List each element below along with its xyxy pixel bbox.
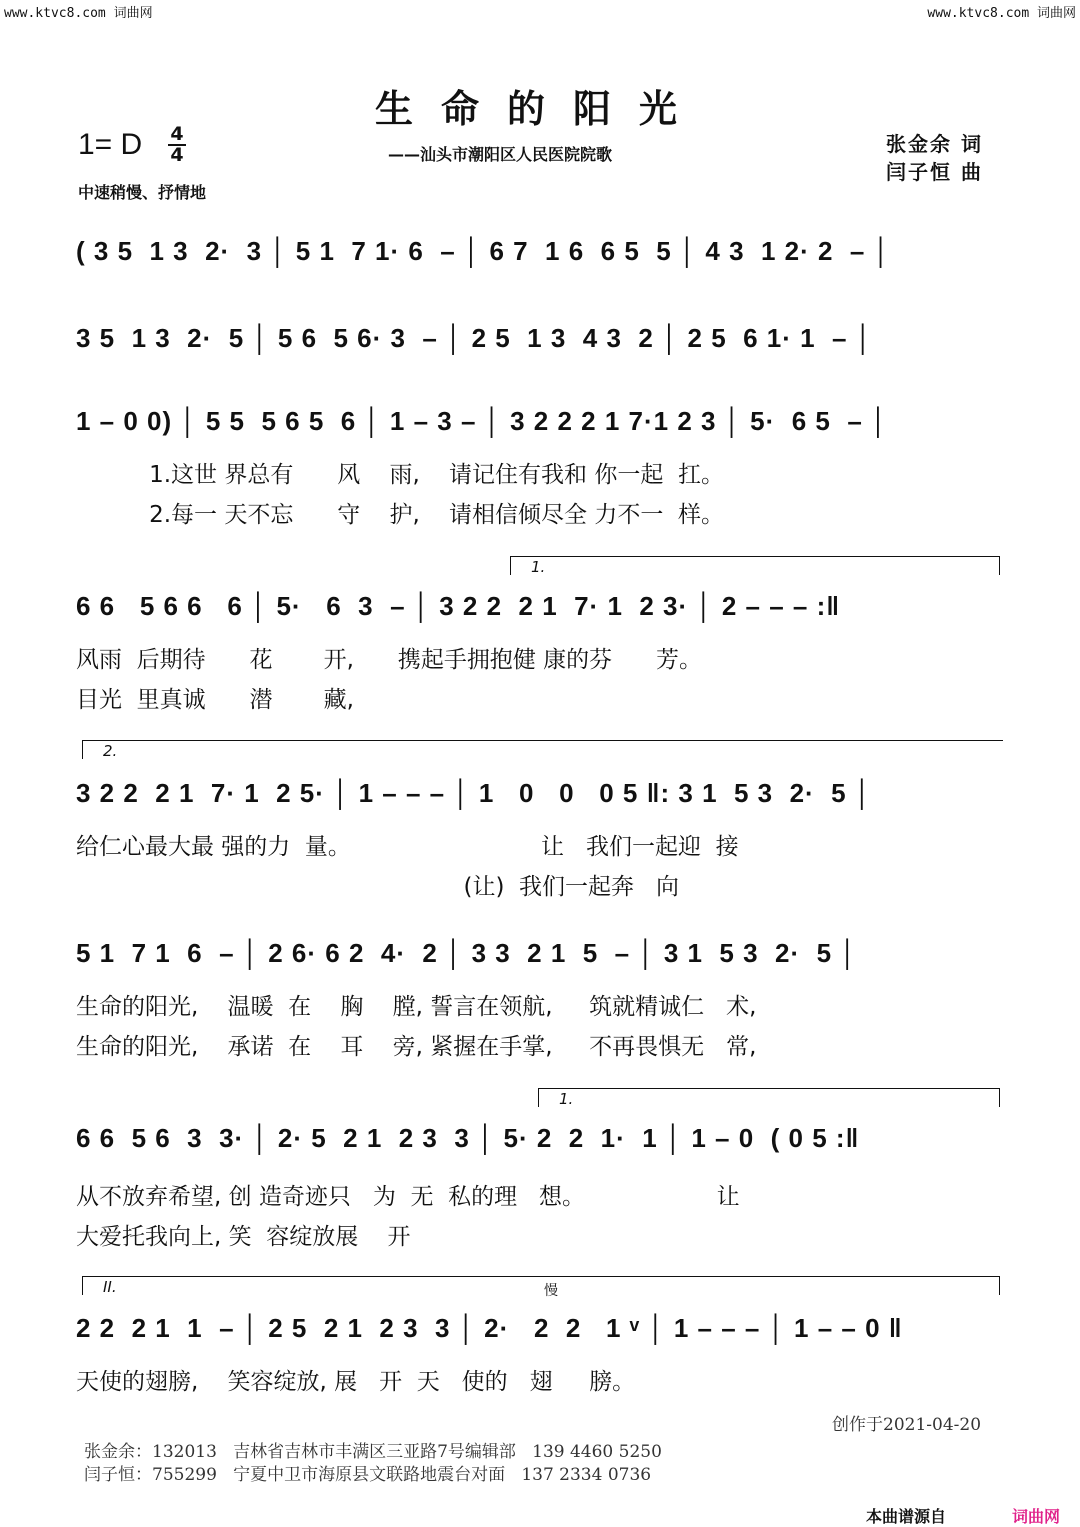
lyrics-row-3-verse-2: 2.每一 天不忘 守 护, 请相信倾尽全 力不一 样。 <box>76 502 724 528</box>
subtitle: ——汕头市潮阳区人民医院院歌 <box>388 145 613 164</box>
source-label: 本曲谱源自 <box>866 1507 947 1526</box>
watermark-left: www.ktvc8.com 词曲网 <box>4 6 153 21</box>
source-site-link[interactable]: 词曲网 <box>1012 1507 1061 1526</box>
lyrics-row-5-verse-1: 给仁心最大最 强的力 量。 让 我们一起迎 接 <box>76 834 739 860</box>
composer: 闫子恒 曲 <box>886 160 983 184</box>
lyrics-row-5-verse-2: (让) 我们一起奔 向 <box>76 874 679 900</box>
lyrics-row-6-verse-2: 生命的阳光, 承诺 在 耳 旁, 紧握在手掌, 不再畏惧无 常, <box>76 1034 757 1060</box>
notes-row-7: 6 6 5 6 3 3· │ 2· 5 2 1 2 3 3 │ 5· 2 2 1· 1 │ 1 – 0 ( 0 5 :‖ <box>76 1123 860 1153</box>
volta-bracket <box>82 1276 1000 1295</box>
lyrics-row-7-verse-2: 大爱托我向上, 笑 容绽放展 开 <box>76 1224 411 1250</box>
creation-date: 创作于2021-04-20 <box>832 1415 982 1435</box>
lyrics-row-3-verse-1: 1.这世 界总有 风 雨, 请记住有我和 你一起 扛。 <box>76 462 724 488</box>
time-top: 4 <box>170 123 184 145</box>
notes-row-6: 5 1 7 1 6 – │ 2 6· 6 2 4· 2 │ 3 3 2 1 5 – │ 3 1 5 3 2· 5 │ <box>76 938 858 968</box>
contact-lyricist: 张金余：132013 吉林省吉林市丰满区三亚路7号编辑部 139 4460 5250 <box>84 1442 662 1462</box>
lyrics-row-8-verse-1: 天使的翅膀, 笑容绽放, 展 开 天 使的 翅 膀。 <box>76 1369 636 1395</box>
notes-row-4: 6 6 5 6 6 6 │ 5· 6 3 – │ 3 2 2 2 1 7· 1 2 3· │ 2 – – – :‖ <box>76 591 841 621</box>
notes-row-8: 2 2 2 1 1 – │ 2 5 2 1 2 3 3 │ 2· 2 2 1 ᵛ │ 1 – – – │ 1 – – 0 ‖ <box>76 1313 903 1343</box>
volta-label: 2. <box>103 742 118 760</box>
watermark-right: www.ktvc8.com 词曲网 <box>927 6 1076 21</box>
lyrics-row-4-verse-2: 目光 里真诚 潜 藏, <box>76 687 354 713</box>
lyrics-row-4-verse-1: 风雨 后期待 花 开, 携起手拥抱健 康的芬 芳。 <box>76 647 703 673</box>
key-signature: 1= D <box>78 128 143 161</box>
song-title: 生命的阳光 <box>374 86 705 131</box>
volta-label: 1. <box>531 558 546 576</box>
tempo-marking: 中速稍慢、抒情地 <box>78 183 207 202</box>
volta-label: II. <box>103 1278 117 1296</box>
notes-row-2: 3 5 1 3 2· 5 │ 5 6 5 6· 3 – │ 2 5 1 3 4 3 2 │ 2 5 6 1· 1 – │ <box>76 323 873 353</box>
volta-bracket <box>82 740 1003 759</box>
notes-row-5: 3 2 2 2 1 7· 1 2 5· │ 1 – – – │ 1 0 0 0 5 ‖: 3 1 5 3 2· 5 │ <box>76 778 873 808</box>
notes-row-1: ( 3 5 1 3 2· 3 │ 5 1 7 1· 6 – │ 6 7 1 6 6 5 5 │ 4 3 1 2· 2 – │ <box>76 236 891 266</box>
lyricist: 张金余 词 <box>886 132 983 156</box>
volta-bracket <box>510 556 1000 575</box>
lyrics-row-7-verse-1: 从不放弃希望, 创 造奇迹只 为 无 私的理 想。 让 <box>76 1184 740 1210</box>
lyrics-row-6-verse-1: 生命的阳光, 温暖 在 胸 膛, 誓言在领航, 筑就精诚仁 术, <box>76 994 757 1020</box>
time-bottom: 4 <box>170 144 184 166</box>
volta-label: 1. <box>559 1090 574 1108</box>
time-signature <box>168 123 186 166</box>
tempo-slow-mark: 慢 <box>544 1283 558 1299</box>
notes-row-3: 1 – 0 0) │ 5 5 5 6 5 6 │ 1 – 3 – │ 3 2 2 2 1 7·1 2 3 │ 5· 6 5 – │ <box>76 406 889 436</box>
contact-composer: 闫子恒：755299 宁夏中卫市海原县文联路地震台对面 137 2334 0736 <box>84 1465 652 1485</box>
volta-bracket <box>538 1088 1000 1107</box>
